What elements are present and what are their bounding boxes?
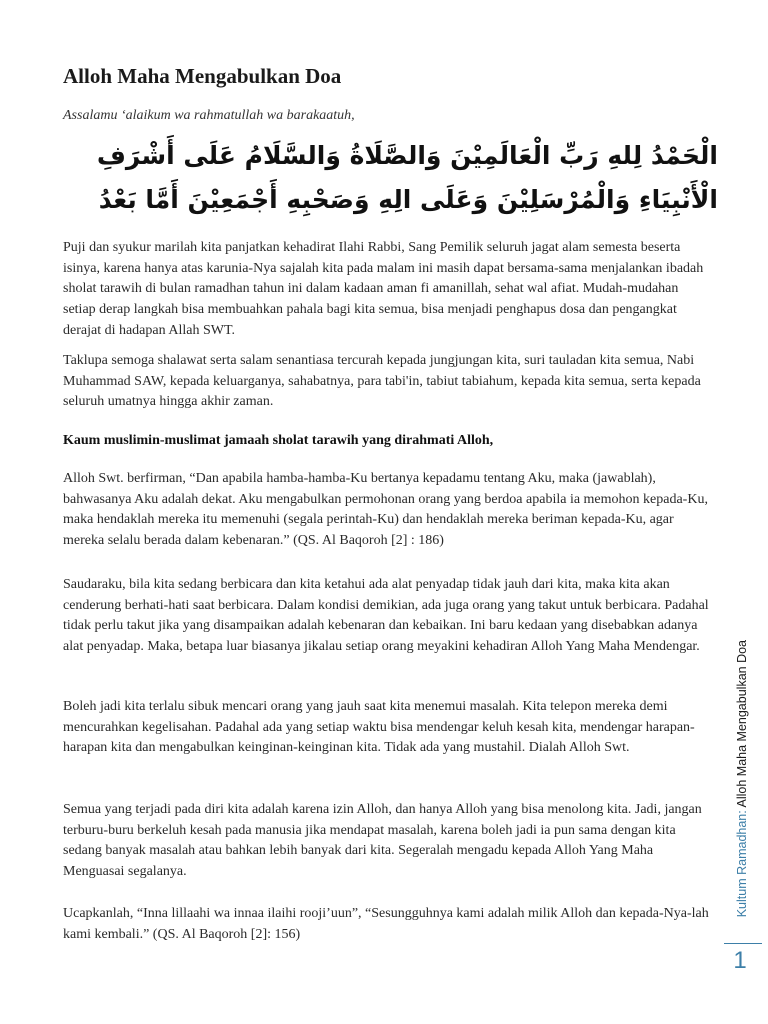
paragraph-quran-186: Alloh Swt. berfirman, “Dan apabila hamba-hamba-Ku bertanya kepadamu tentang Aku, maka (jawablah), bahwasanya Aku adalah dekat. Aku mengabulkan permohonan orang yang berdoa apabila ia memohon kepada-Ku, maka hendaklah mereka itu memenuhi (segala perintah-Ku) dan hendaklah mereka beriman kepada-Ku, agar mereka selalu berada dalam kebenaran.” (QS. Al Baqoroh [2] : 186): [63, 471, 708, 549]
paragraph-shalawat: Taklupa semoga shalawat serta salam senantiasa tercurah kepada jungjungan kita, suri tauladan kita semua, Nabi Muhammad SAW, kepada keluarganya, sahabatnya, para tabi'in, tabiut tabiahum, kepada kita semua, serta kepada seluruh umatnya hingga akhir zaman.: [63, 353, 701, 410]
paragraph-masalah: Boleh jadi kita terlalu sibuk mencari orang yang jauh saat kita menemui masalah. Kita telepon mereka demi mencurahkan kegelisahan. Padahal ada yang setiap waktu bisa mendengar keluh kesah kita, mendengar harapan-harapan kita dan mengabulkan keinginan-keinginan kita. Tidak ada yang mustahil. Dialah Alloh Swt.: [63, 699, 695, 756]
greeting-text: Assalamu ‘alaikum wa rahmatullah wa barakaatuh,: [63, 108, 355, 123]
side-header: [724, 640, 762, 940]
paragraph-quran-156: Ucapkanlah, “Inna lillaahi wa innaa ilaihi rooji’uun”, “Sesungguhnya kami adalah milik Alloh dan kepada-Nya-lah kami kembali.” (QS. Al Baqoroh [2]: 156): [63, 906, 709, 942]
paragraph-izin-alloh: Semua yang terjadi pada diri kita adalah karena izin Alloh, dan hanya Alloh yang bisa menolong kita. Jadi, jangan terburu-buru berkeluh kesah pada manusia jika mendapat masalah, karena boleh jadi ia pun sama dengan kita sedang banyak masalah atau bahkan lebih banyak dari kita. Segeralah mengadu kepada Alloh Yang Maha Menguasai segalanya.: [63, 802, 702, 880]
page-number: 1: [733, 947, 747, 974]
document-title: Alloh Maha Mengabulkan Doa: [63, 64, 342, 88]
arabic-opening: الْحَمْدُ لِلهِ رَبِّ الْعَالَمِيْنَ وَالصَّلَاةُ وَالسَّلَامُ عَلَى أَشْرَفِ الْأَنْبِيَاءِ وَالْمُرْسَلِيْنَ وَعَلَى الِهِ وَصَحْبِهِ أَجْمَعِيْنَ أَمَّا بَعْدُ: [96, 141, 718, 214]
side-header-text: [731, 640, 753, 940]
topic-label: Alloh Maha Mengabulkan Doa: [735, 640, 749, 808]
paragraph-penyadap: Saudaraku, bila kita sedang berbicara dan kita ketahui ada alat penyadap tidak jauh dari kita, maka kita akan cenderung berhati-hati saat berbicara. Dalam kondisi demikian, ada juga orang yang takut untuk berbicara. Padahal tidak perlu takut jika yang disampaikan adalah kebenaran dan kebaikan. Ini baru kedaan yang disebabkan adanya alat penyadap. Maka, betapa luar biasanya jikalau setiap orang meyakini kehadiran Alloh Yang Maha Mendengar.: [63, 577, 709, 655]
paragraph-opening: Puji dan syukur marilah kita panjatkan kehadirat Ilahi Rabbi, Sang Pemilik seluruh jagat alam semesta beserta isinya, karena hanya atas karunia-Nya sajalah kita pada malam ini masih dapat bersama-sama menjalankan ibadah sholat tarawih di bulan ramadhan tahun ini dalam kadaan aman fi amanillah, sehat wal afiat. Mudah-mudahan setiap derap langkah bisa membuahkan pahala bagi kita semua, bisa menjadi penghapus dosa dan pengangkat derajat di hadapan Allah SWT.: [63, 240, 704, 338]
series-label: Kultum Ramadhan:: [735, 810, 749, 918]
paragraph-address: Kaum muslimin-muslimat jamaah sholat tarawih yang dirahmati Alloh,: [63, 433, 494, 448]
